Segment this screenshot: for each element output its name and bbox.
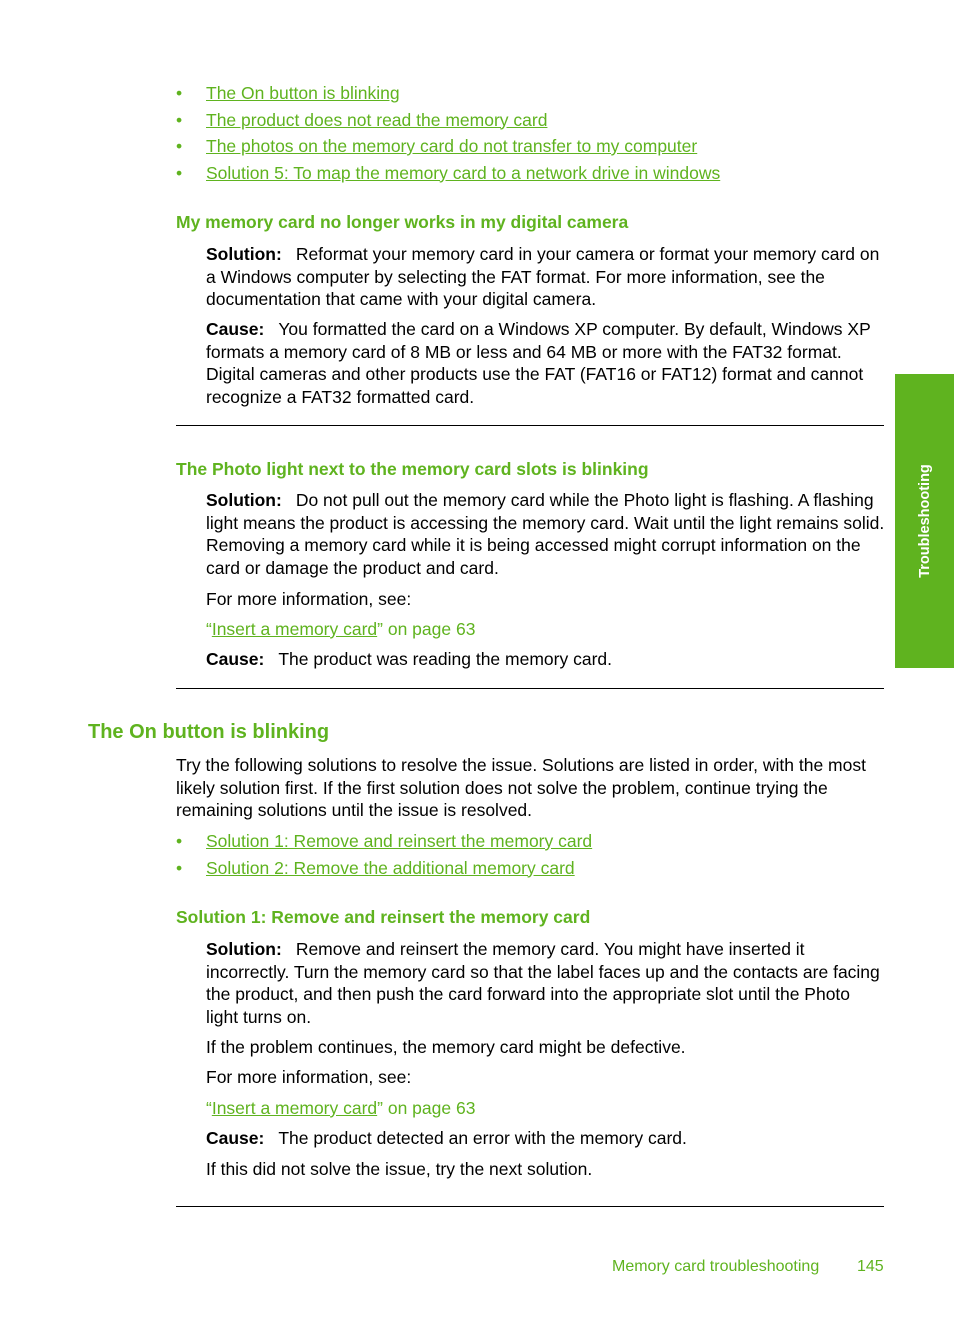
bullet-icon: •	[176, 857, 183, 878]
solution-label: Solution:	[206, 244, 282, 264]
cause-text: The product was reading the memory card.	[278, 649, 612, 669]
bullet-icon: •	[176, 162, 183, 183]
cause-label: Cause:	[206, 1128, 265, 1148]
bullet-icon: •	[176, 831, 183, 851]
photo-light-more-info: For more information, see:	[206, 589, 412, 609]
bullet-icon: •	[176, 109, 183, 130]
solution-1-next: If this did not solve the issue, try the next solution.	[206, 1159, 593, 1179]
camera-cause-paragraph	[206, 318, 886, 408]
bullet-icon: •	[176, 83, 183, 103]
photo-light-section-heading: The Photo light next to the memory card slots is blinking	[176, 459, 649, 479]
link-on-button-blinking[interactable]: The On button is blinking	[206, 83, 400, 103]
list-item	[176, 80, 720, 107]
cause-text: The product detected an error with the memory card.	[278, 1128, 687, 1148]
section-divider	[176, 1206, 884, 1207]
bullet-icon: •	[176, 136, 183, 156]
insert-memory-card-link[interactable]: Insert a memory card	[211, 1098, 378, 1118]
solution-1-solution-paragraph	[206, 938, 886, 1028]
list-item	[176, 828, 592, 855]
cause-label: Cause:	[206, 649, 265, 669]
link-photos-not-transfer[interactable]: The photos on the memory card do not transfer to my computer	[206, 136, 698, 156]
solution-1-more-info: For more information, see:	[206, 1067, 412, 1087]
insert-memory-card-link[interactable]: Insert a memory card	[211, 619, 378, 639]
ref-open-quote: “	[206, 619, 212, 639]
solution-text: Remove and reinsert the memory card. You might have inserted it incorrectly. Turn the memory card so that the label faces up and the contacts are facing the product, and then push the card forward into the appropriate slot until the Photo light turns on.	[206, 939, 880, 1027]
solution-label: Solution:	[206, 490, 282, 510]
photo-light-solution-paragraph	[206, 489, 886, 579]
on-button-section-heading: The On button is blinking	[88, 721, 330, 743]
page-number: 145	[857, 1258, 884, 1275]
camera-section-heading: My memory card no longer works in my digital camera	[176, 212, 629, 232]
list-item	[176, 855, 592, 882]
list-item	[176, 107, 720, 134]
solution-1-reference	[206, 1097, 886, 1120]
link-solution-2[interactable]: Solution 2: Remove the additional memory card	[206, 857, 575, 878]
list-item	[176, 133, 720, 160]
footer-section-name: Memory card troubleshooting	[612, 1258, 820, 1275]
solution-1-cause-paragraph	[206, 1127, 886, 1150]
photo-light-reference	[206, 618, 886, 641]
list-item	[176, 160, 720, 187]
solution-text: Reformat your memory card in your camera or format your memory card on a Windows computer by selecting the FAT format. For more information, see the documentation that came with your digital camera.	[206, 244, 880, 309]
on-button-intro: Try the following solutions to resolve the issue. Solutions are listed in order, with the most likely solution first. If the first solution does not solve the problem, continue trying the remaining solutions until the issue is resolved.	[176, 755, 866, 820]
link-solution-1[interactable]: Solution 1: Remove and reinsert the memory card	[206, 831, 593, 851]
camera-solution-paragraph	[206, 243, 886, 311]
ref-page-text: ” on page 63	[377, 619, 476, 639]
ref-open-quote: “	[206, 1098, 212, 1118]
cause-text: You formatted the card on a Windows XP computer. By default, Windows XP formats a memory card of 8 MB or less and 64 MB or more with the FAT32 format. Digital cameras and other products use the FAT (FAT16 or FAT12) format and cannot recognize a FAT32 formatted card.	[206, 319, 871, 407]
link-product-not-read-card[interactable]: The product does not read the memory card	[206, 109, 548, 130]
side-tab-label: Troubleshooting	[916, 464, 933, 578]
solution-label: Solution:	[206, 939, 282, 959]
solution-text: Do not pull out the memory card while the Photo light is flashing. A flashing light means the product is accessing the memory card. Wait until the light remains solid. Removing a memory card while it is being accessed might corrupt information on the card or damage the product and card.	[206, 490, 885, 578]
photo-light-cause-paragraph	[206, 648, 886, 671]
cause-label: Cause:	[206, 319, 265, 339]
solution-1-defective: If the problem continues, the memory card might be defective.	[206, 1037, 686, 1057]
link-solution-5-network-drive[interactable]: Solution 5: To map the memory card to a network drive in windows	[206, 162, 721, 183]
troubleshooting-side-tab	[895, 374, 954, 668]
top-link-list	[176, 80, 720, 186]
solution-1-heading: Solution 1: Remove and reinsert the memory card	[176, 907, 591, 927]
section-divider	[176, 425, 884, 426]
ref-page-text: ” on page 63	[377, 1098, 476, 1118]
solution-link-list	[176, 828, 592, 881]
section-divider	[176, 688, 884, 689]
